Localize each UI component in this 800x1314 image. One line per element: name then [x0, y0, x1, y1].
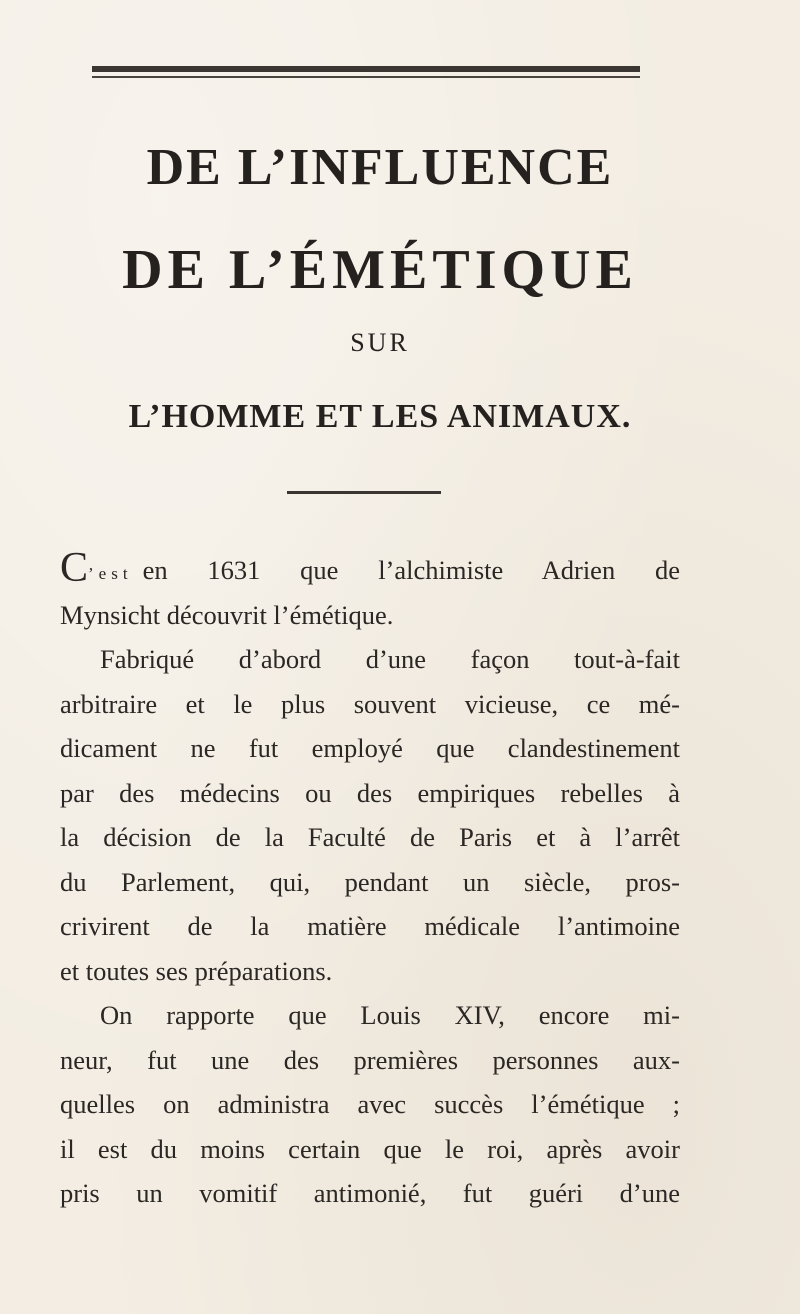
title-line-3: SUR: [350, 328, 410, 357]
text-line: On rapporte que Louis XIV, encore mi-: [100, 1000, 680, 1030]
drop-cap: C: [60, 545, 89, 591]
text-line: quelles on administra avec succès l’émétique ;: [60, 1089, 680, 1119]
line-rest: en 1631 que l’alchimiste Adrien de: [142, 555, 680, 585]
text-line: par des médecins ou des empiriques rebelles à: [60, 777, 680, 808]
header-rule-thick: [92, 66, 640, 72]
body-text: [60, 545, 680, 1216]
text-line: il est du moins certain que le roi, après avoir: [60, 1133, 680, 1164]
text-line: crivirent de la matière médicale l’antimoine: [60, 911, 680, 941]
text-line: neur, fut une des premières personnes aux-: [60, 1044, 680, 1075]
section-separator: [287, 491, 441, 494]
title-line-4: L’HOMME ET LES ANIMAUX.: [128, 398, 632, 435]
text-line: du Parlement, qui, pendant un siècle, pros-: [60, 866, 680, 897]
text-line: pris un vomitif antimonié, fut guéri d’une: [60, 1178, 680, 1208]
text-line: [60, 545, 680, 593]
small-caps-word: ’est: [88, 564, 133, 583]
text-line: dicament ne fut employé que clandestinement: [60, 733, 680, 763]
text-line: la décision de la Faculté de Paris et à l’arrêt: [60, 822, 680, 852]
title-line-1: DE L’INFLUENCE: [146, 139, 614, 196]
text-line: Fabriqué d’abord d’une façon tout-à-fait: [100, 644, 680, 674]
text-line: arbitraire et le plus souvent vicieuse, ce mé-: [60, 688, 680, 719]
title-line-2: DE L’ÉMÉTIQUE: [122, 239, 638, 301]
text-line: et toutes ses préparations.: [60, 955, 333, 986]
header-rule-thin: [92, 76, 640, 78]
text-line: Mynsicht découvrit l’émétique.: [60, 599, 394, 630]
